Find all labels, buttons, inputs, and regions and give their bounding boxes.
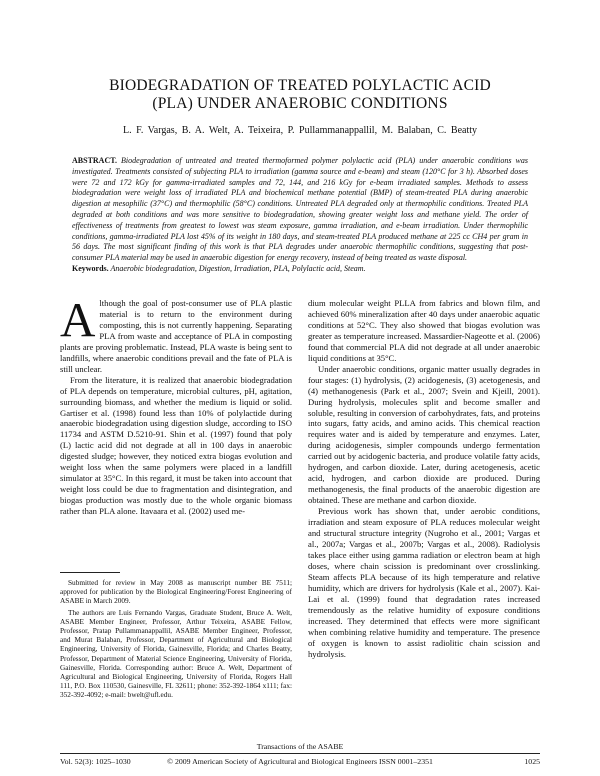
footnote-rule xyxy=(60,572,120,573)
left-column xyxy=(60,292,292,517)
abstract-text: Biodegradation of untreated and treated thermoformed polymer polylactic acid (PLA) under anaerobic conditions was investigated. Treatments consisted of subjecting PLA to irradiation (gamma source and e-beam) and steam (120°C for 3 h). Absorbed doses were 72 and 172 kGy for gamma-irradiated samples and 72, 144, and 216 kGy for e-beam irradiated samples. Methods to assess biodegradation were weight loss of irradiated PLA and biochemical methane potential (BMP) of steam-treated PLA during anaerobic digestion at mesophilic (37°C) and thermophilic (58°C) conditions. Untreated PLA degraded only at thermophilic conditions. Treated PLA degraded at both conditions and was more sensitive to biodegradation, showing greater weight loss and methane yield. The order of effectiveness of treatments from greatest to lowest was steam exposure, gamma irradiation, and e-beam irradiation. Under thermophilic conditions, gamma-irradiated PLA lost 45% of its weight in 180 days, and steam-treated PLA produced methane at 225 cc CH4 per gram in 56 days. The most significant finding of this work is that PLA degrades under anaerobic thermophilic conditions, suggesting that post-consumer PLA material may be used in anaerobic digestion for energy recovery, instead of being treated as waste disposal. xyxy=(72,156,528,263)
journal-name: Transactions of the ASABE xyxy=(256,742,344,751)
keywords-text: Anaerobic biodegradation, Digestion, Irradiation, PLA, Polylactic acid, Steam. xyxy=(110,264,366,273)
volume-info: Vol. 52(3): 1025–1030 xyxy=(60,757,131,766)
intro-paragraph xyxy=(60,292,292,375)
intro-text: lthough the goal of post-consumer use of PLA plastic material is to return to the environment during composting, this is not currently happening. Separating PLA from waste and acceptance of PLA in composting plants are proving problematic. Instead, PLA waste is being sent to landfills, where anaerobic conditions prevail and the fate of PLA is still unclear. xyxy=(60,298,292,374)
author-list: L. F. Vargas, B. A. Welt, A. Teixeira, P. Pullammanappallil, M. Balaban, C. Beatty xyxy=(122,125,478,136)
abstract xyxy=(72,156,528,264)
footnote-authors: The authors are Luis Fernando Vargas, Graduate Student, Bruce A. Welt, ASABE Member Engineer, Professor, Arthur Teixeira, ASABE Fellow, Professor, Pratap Pullammanappallil, ASABE Member Engineer, Professor, and Murat Balaban, Professor, Department of Agricultural and Biological Engineering, University of Florida, Gainesville, Florida; and Charles Beatty, Professor, Department of Material Science Engineering, University of Florida, Gainesville, Florida. Corresponding author: Bruce A. Welt, Department of Agricultural and Biological Engineering, University of Florida, Rogers Hall 111, P.O. Box 110530, Gainesville, FL 32611; phone: 352-392-1864 x111; fax: 352-392-4092; e-mail: bwelt@ufl.edu. xyxy=(60,607,292,700)
keywords-label: Keywords. xyxy=(72,264,109,273)
copyright: © 2009 American Society of Agricultural and Biological Engineers ISSN 0001–2351 xyxy=(167,757,433,766)
footnote-submission: Submitted for review in May 2008 as manuscript number BE 7511; approved for publication by the Biological Engineering/Forest Engineering of ASABE in March 2009. xyxy=(60,578,292,606)
body-paragraph: From the literature, it is realized that anaerobic biodegradation of PLA depends on temperature, microbial cultures, pH, agitation, surrounding biomass, and whether the medium is liquid or solid. Gartiser et al. (1998) found less than 10% of polylactide during anaerobic biodegradation using digestion sludge, according to ISO 11734 and ASTM D.5210-91. Shin et al. (1997) found that poly (L) lactic acid did not degrade at all in 100 days in anaerobic digested sludge; however, they noticed extra biogas evolution and weight loss when the same polymers were placed in a landfill simulator at 35°C. In this regard, it must be taken into account that weight loss could be due to fragmentation and disintegration, and biogas production was mostly due to the whole organic biomass rather than PLA alone. Itavaara et al. (2002) used me- xyxy=(60,374,292,517)
body-paragraph: Under anaerobic conditions, organic matter usually degrades in four stages: (1) hydrolysis, (2) acidogenesis, (3) acetogenesis, and (4) methanogenesis (Park et al., 2007; Svein and Kjeill, 2001). During hydrolysis, molecules split and become smaller and soluble, resulting in conversion of carbohydrates, fats, and proteins into sugars, fatty acids, and amino acids. This chemical reaction requires water and is aided by temperature and enzymes. Later, during acidogenesis, simpler compounds undergo fermentation carried out by acidogenic bacteria, and produce volatile fatty acids, hydrogen, and carbon dioxide. Later, during acetogenesis, acetic acid, hydrogen, and carbon dioxide are produced. During methanogenesis, the final products of the anaerobic digestion are obtained. These are methane and carbon dioxide. xyxy=(308,363,540,506)
footnote xyxy=(60,578,292,702)
body-paragraph: Previous work has shown that, under aerobic conditions, irradiation and steam exposure of PLA reduces molecular weight and structural structure integrity (Nugroho et al., 2001; Vargas et al., 2007a; Vargas et al., 2007b; Vargas et al., 2008). Radiolysis takes place either using gamma radiation or electron beam at high doses, where chain scission is predominant over crosslinking. Steam affects PLA because of its high temperature and relative humidity, which are drivers for hydrolysis (Kale et al., 2007). Kai-Lai et al. (1999) found that degradation rates increased tremendously as the relative humidity of exposure conditions increased. They determined that effects were more significant when combining relative humidity and temperature. The presence of oxygen is known to assist radiolitic chain scission and hydrolysis. xyxy=(308,506,540,659)
body-paragraph: dium molecular weight PLLA from fabrics and blown film, and achieved 60% mineralization after 40 days under anaerobic aquatic conditions at 52°C. They also showed that biogas evolution was greater as temperature increased. Massardier-Nageotte et al. (2006) found that commercial PLA did not degrade at all under anaerobic liquid conditions at 35°C. xyxy=(308,298,540,363)
page-number: 1025 xyxy=(524,757,540,766)
title-line-2: (PLA) UNDER ANAEROBIC CONDITIONS xyxy=(152,95,448,112)
title-line-1: BIODEGRADATION OF TREATED POLYLACTIC ACID xyxy=(109,77,491,94)
footer-rule xyxy=(60,753,540,754)
right-column xyxy=(308,298,540,659)
keywords xyxy=(72,264,528,275)
abstract-label: ABSTRACT. xyxy=(72,156,117,165)
drop-cap: A xyxy=(60,292,96,347)
